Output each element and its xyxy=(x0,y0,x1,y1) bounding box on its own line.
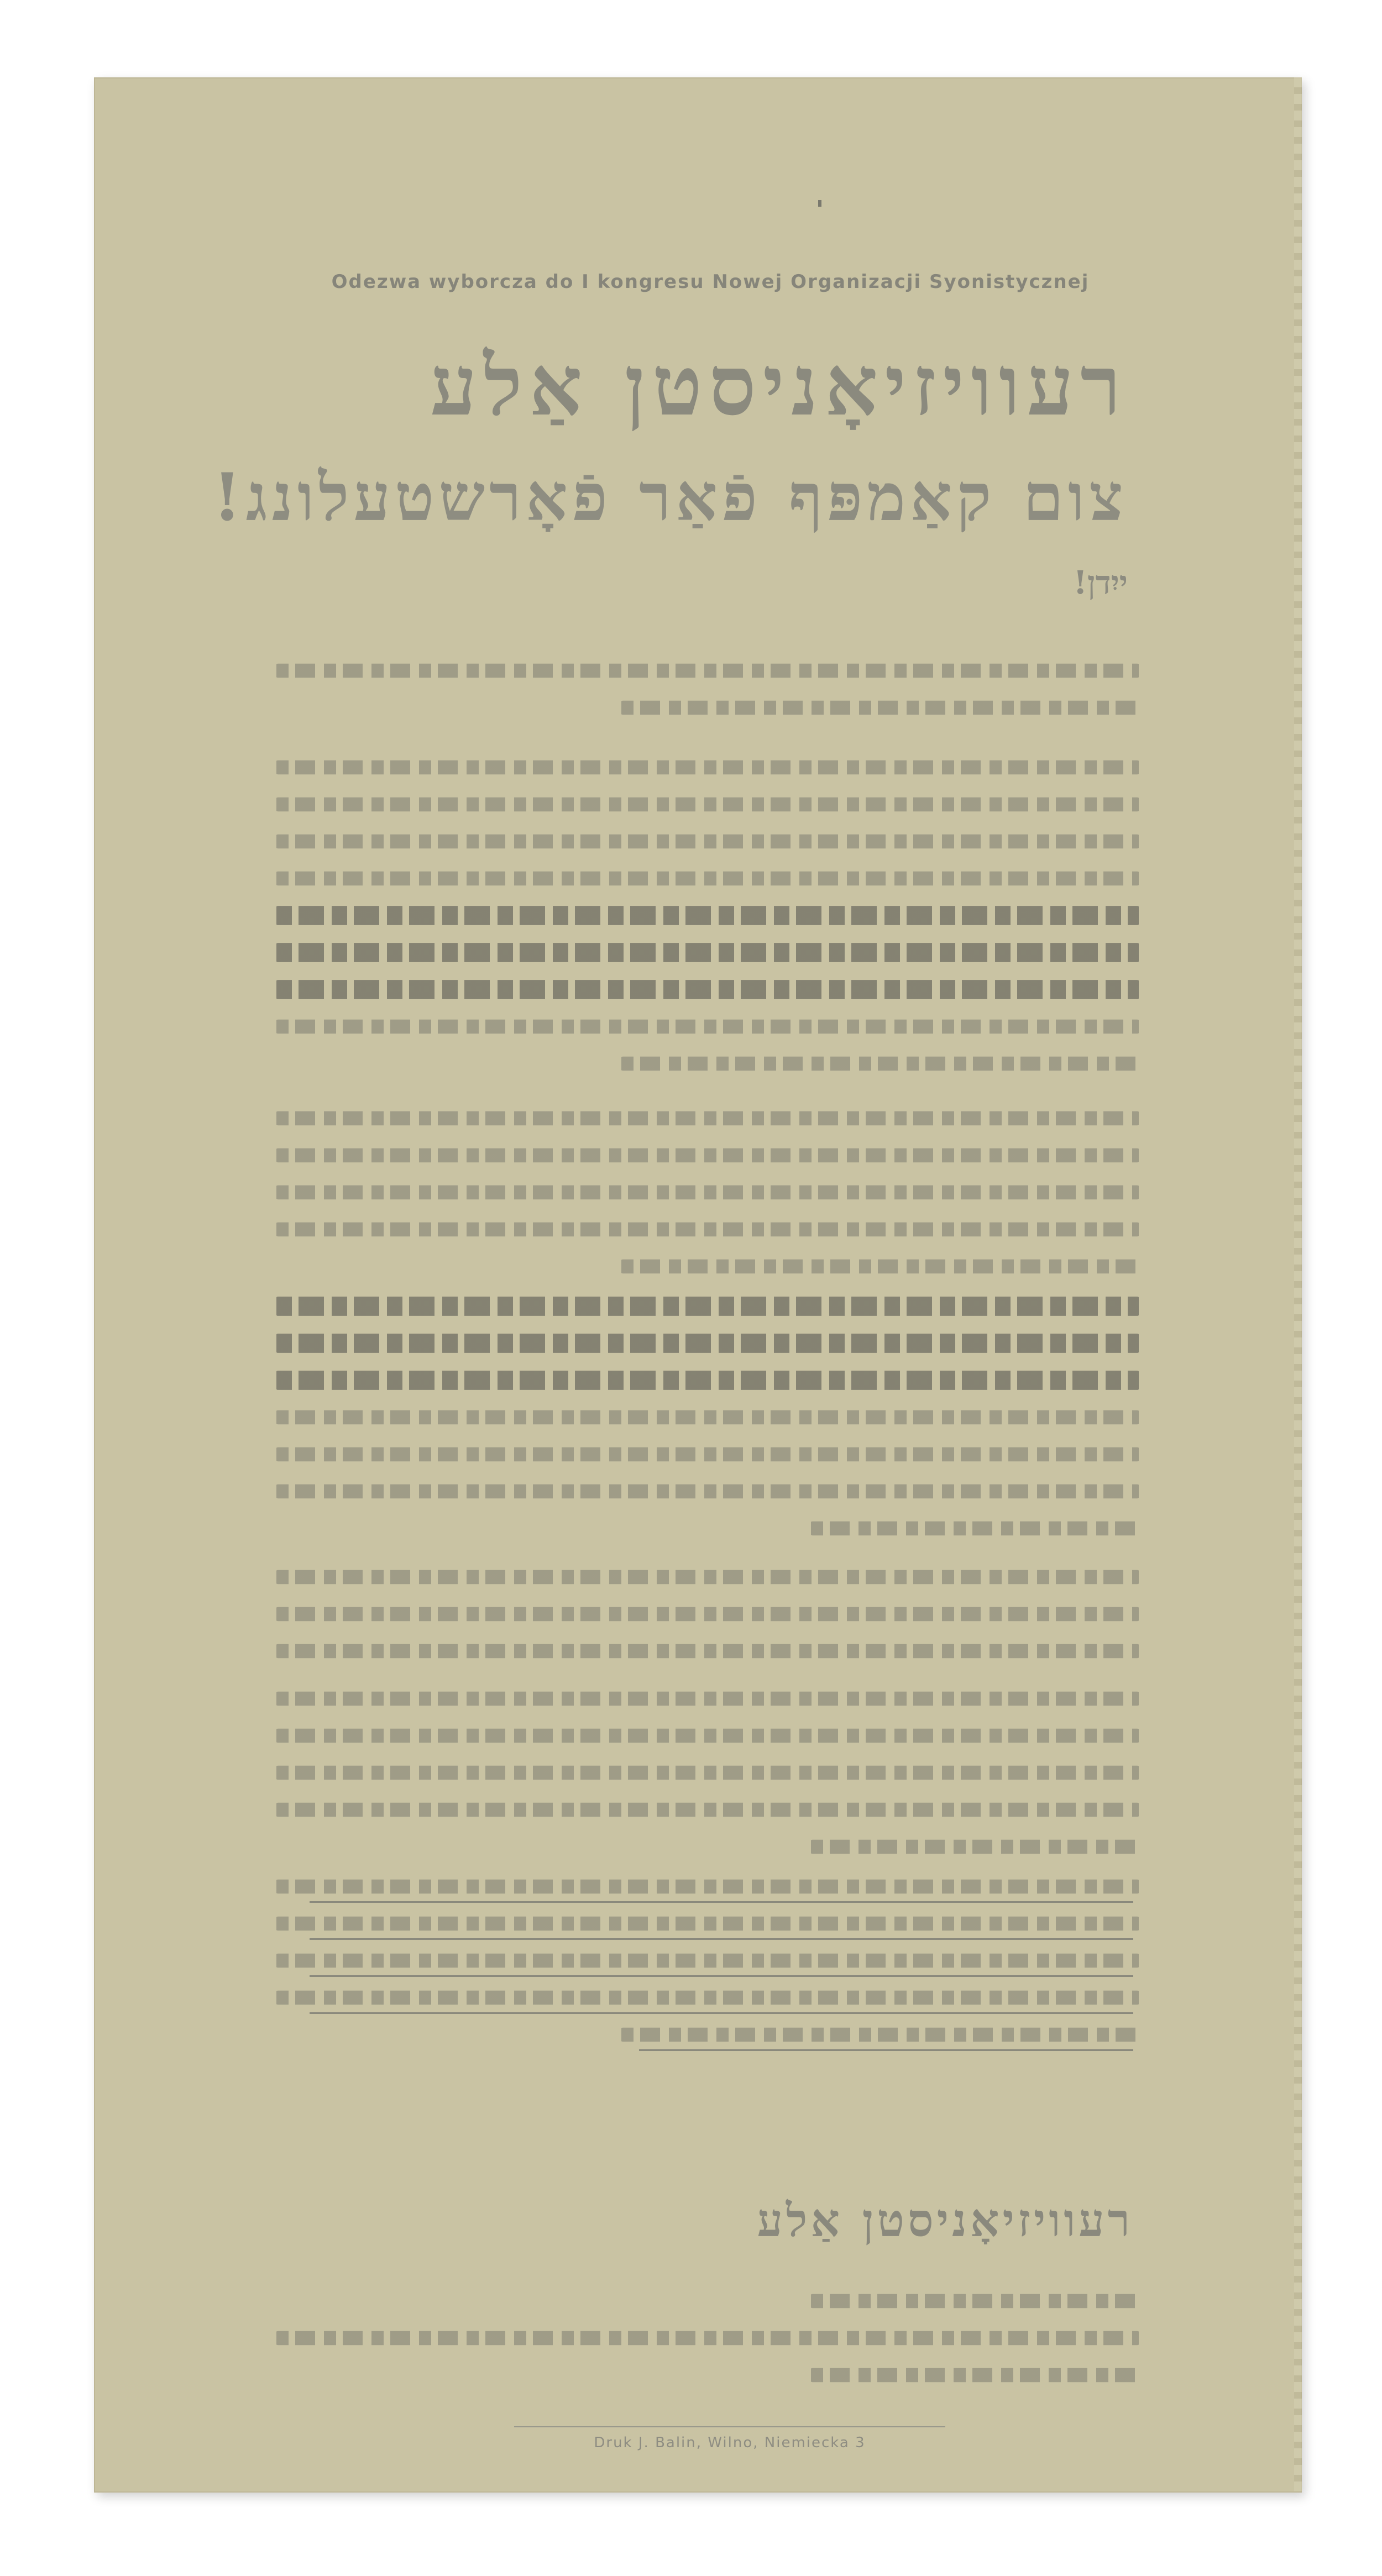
text-line xyxy=(276,835,1139,848)
body-paragraph xyxy=(276,1288,1139,1547)
text-line xyxy=(811,1840,1139,1854)
text-line xyxy=(276,1607,1139,1621)
text-line xyxy=(276,664,1139,678)
text-line xyxy=(276,1223,1139,1236)
text-line-bold xyxy=(276,906,1139,925)
text-line xyxy=(276,798,1139,811)
text-line xyxy=(276,1917,1139,1930)
body-paragraph xyxy=(276,1100,1139,1285)
underline-rule xyxy=(310,1938,1133,1940)
text-line xyxy=(621,1057,1139,1071)
printer-rule xyxy=(514,2426,945,2427)
text-line xyxy=(276,1803,1139,1817)
text-line xyxy=(276,2331,1139,2345)
text-line xyxy=(811,2294,1139,2308)
header-line: Odezwa wyborcza do I kongresu Nowej Organizacji Syonistycznej xyxy=(331,271,1090,293)
text-line xyxy=(276,1020,1139,1033)
document-sheet xyxy=(94,77,1302,2493)
text-line xyxy=(276,1111,1139,1125)
underlined-paragraph xyxy=(276,1868,1139,2053)
text-line xyxy=(276,1692,1139,1706)
text-line xyxy=(276,872,1139,885)
text-line xyxy=(276,1880,1139,1893)
text-line-bold xyxy=(276,1371,1139,1390)
title-line-2: צום קאַמפּף פֿאַר פֿאָרשטעלונג! xyxy=(212,459,1128,536)
printer-imprint: Druk J. Balin, Wilno, Niemiecka 3 xyxy=(594,2435,866,2451)
underline-rule xyxy=(639,2049,1133,2051)
text-line xyxy=(276,1570,1139,1584)
text-line xyxy=(811,2368,1139,2382)
closing-lines xyxy=(276,2283,1139,2394)
title-line-1: רעוויזיאָניסטן אַלע xyxy=(430,337,1128,434)
body-paragraph xyxy=(276,1559,1139,1670)
text-line xyxy=(276,1410,1139,1424)
salutation: ייִדן! xyxy=(1073,564,1128,601)
text-line xyxy=(276,1729,1139,1743)
text-line xyxy=(276,1484,1139,1498)
text-line-bold xyxy=(276,980,1139,999)
text-line xyxy=(276,1447,1139,1461)
text-line xyxy=(621,2028,1139,2042)
text-line-bold xyxy=(276,1297,1139,1316)
text-line-bold xyxy=(276,1334,1139,1353)
underline-rule xyxy=(310,2012,1133,2014)
text-line-bold xyxy=(276,943,1139,962)
text-line xyxy=(276,1954,1139,1968)
body-paragraph xyxy=(276,1680,1139,1865)
text-line xyxy=(621,1260,1139,1273)
underline-rule xyxy=(310,1901,1133,1903)
underline-rule xyxy=(310,1975,1133,1977)
text-line xyxy=(276,760,1139,774)
text-line xyxy=(276,1185,1139,1199)
text-line xyxy=(276,1766,1139,1780)
text-line xyxy=(811,1522,1139,1535)
body-paragraph xyxy=(276,749,1139,1082)
ink-mark xyxy=(818,200,821,207)
body-paragraph xyxy=(276,652,1139,726)
signature: רעוויזיאָניסטן אַלע xyxy=(757,2194,1133,2247)
text-line xyxy=(276,1991,1139,2005)
text-line xyxy=(276,1644,1139,1658)
text-line xyxy=(276,1148,1139,1162)
text-line xyxy=(621,701,1139,715)
